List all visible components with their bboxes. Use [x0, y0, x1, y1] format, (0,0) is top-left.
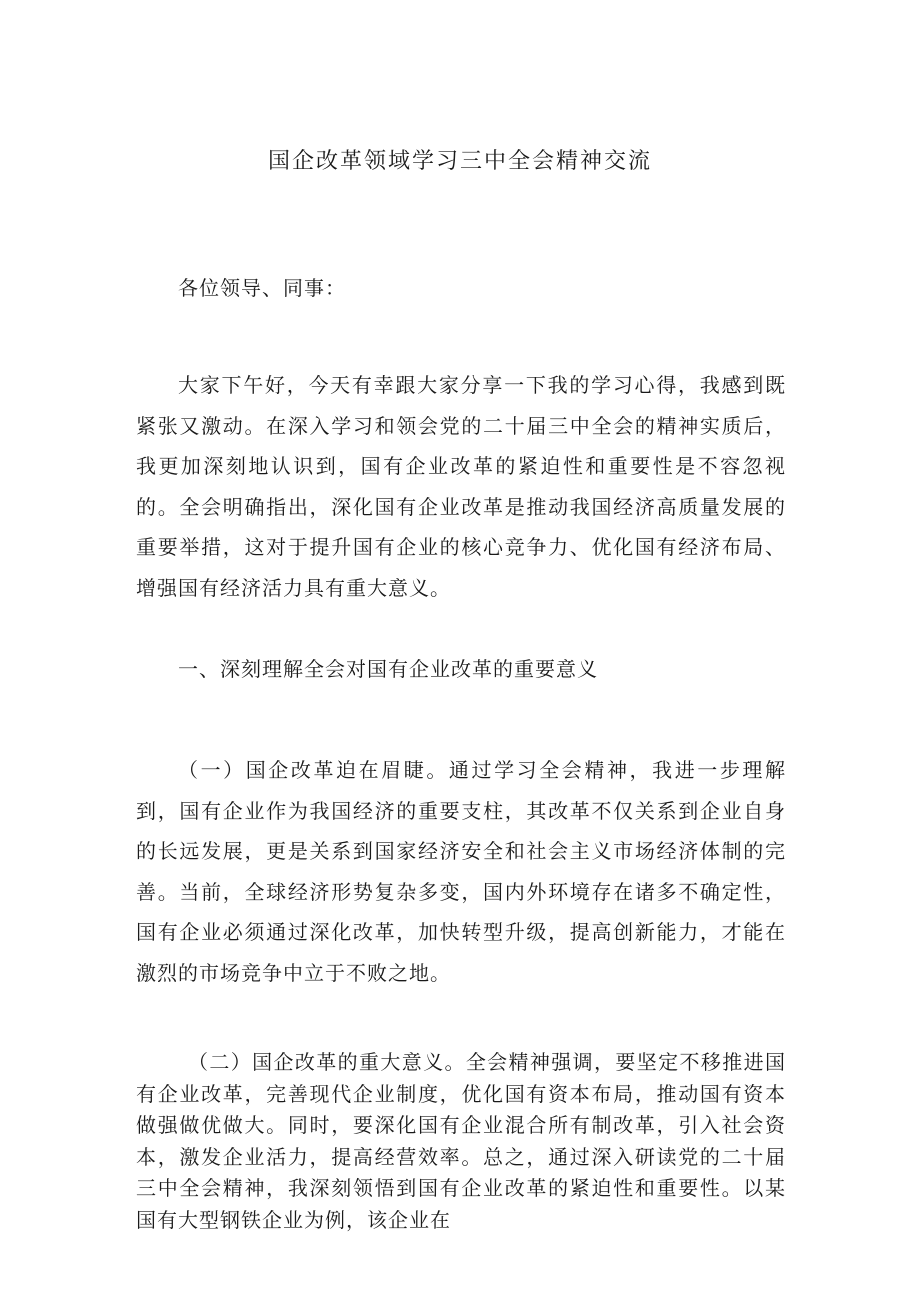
- subsection-paragraph-2: （二）国企改革的重大意义。全会精神强调，要坚定不移推进国有企业改革，完善现代企业制度，优化国有资本布局，推动国有资本做强做优做大。同时，要深化国有企业混合所有制改革，引入社会资本，激发企业活力，提高经营效率。总之，通过深入研读党的二十届三中全会精神，我深刻领悟到国有企业改革的紧迫性和重要性。以某国有大型钢铁企业为例，该企业在: [136, 1050, 786, 1232]
- document-title: 国企改革领域学习三中全会精神交流: [267, 149, 652, 174]
- section-heading-1: 一、深刻理解全会对国有企业改革的重要意义: [178, 657, 598, 681]
- intro-paragraph: 大家下午好，今天有幸跟大家分享一下我的学习心得，我感到既紧张又激动。在深入学习和领会党的二十届三中全会的精神实质后，我更加深刻地认识到，国有企业改革的紧迫性和重要性是不容忽视的。全会明确指出，深化国有企业改革是推动我国经济高质量发展的重要举措，这对于提升国有企业的核心竞争力、优化国有经济布局、增强国有经济活力具有重大意义。: [136, 373, 786, 600]
- subsection-paragraph-1: （一）国企改革迫在眉睫。通过学习全会精神，我进一步理解到，国有企业作为我国经济的重要支柱，其改革不仅关系到企业自身的长远发展，更是关系到国家经济安全和社会主义市场经济体制的完善。当前，全球经济形势复杂多变，国内外环境存在诸多不确定性，国有企业必须通过深化改革，加快转型升级，提高创新能力，才能在激烈的市场竞争中立于不败之地。: [136, 758, 786, 985]
- salutation: 各位领导、同事：: [178, 276, 346, 300]
